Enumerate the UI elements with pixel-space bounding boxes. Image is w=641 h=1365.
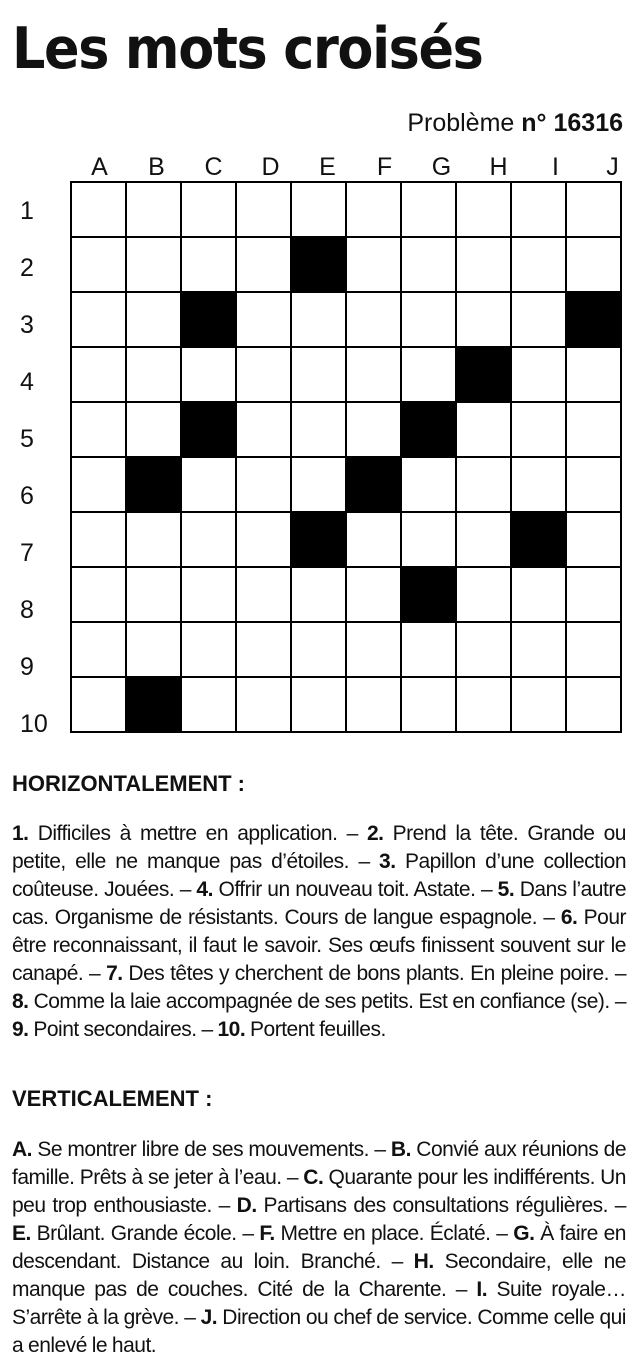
column-label: A (91, 153, 108, 181)
grid-cell[interactable] (292, 403, 347, 458)
clue-number: C. (303, 1166, 324, 1189)
grid-cell[interactable] (567, 458, 622, 513)
black-cell (292, 513, 347, 568)
row-label: 1 (20, 197, 34, 225)
grid-cell[interactable] (347, 513, 402, 568)
clue-number: 6. (560, 906, 578, 929)
grid-cell[interactable] (567, 238, 622, 293)
clue-text: Comme la laie accompagnée de ses petits. Est en confiance (se). (33, 990, 610, 1013)
black-cell (402, 568, 457, 623)
grid-cell[interactable] (512, 293, 567, 348)
grid-cell[interactable] (237, 403, 292, 458)
grid-cell[interactable] (182, 568, 237, 623)
grid-cell[interactable] (182, 348, 237, 403)
clue-number: F. (259, 1222, 275, 1245)
grid-cell[interactable] (347, 183, 402, 238)
row-label: 5 (20, 425, 34, 453)
clue-number: G. (513, 1222, 535, 1245)
clue-text: Papillon d’une collection coûteuse. Jouées. (12, 850, 626, 901)
grid-cell[interactable] (127, 238, 182, 293)
clue-text: Difficiles à mettre en application. (37, 822, 338, 845)
grid-cell[interactable] (567, 568, 622, 623)
column-label: C (204, 153, 223, 181)
grid-cell[interactable] (567, 348, 622, 403)
grid-cell[interactable] (292, 568, 347, 623)
grid-cell[interactable] (567, 678, 622, 733)
black-cell (402, 403, 457, 458)
grid-cell[interactable] (72, 513, 127, 568)
column-label: G (431, 153, 452, 181)
column-label: B (148, 153, 165, 181)
grid-cell[interactable] (402, 348, 457, 403)
black-cell (347, 458, 402, 513)
grid-cell[interactable] (567, 623, 622, 678)
clue-number: 1. (12, 822, 29, 845)
grid-cell[interactable] (292, 293, 347, 348)
grid-cell[interactable] (72, 678, 127, 733)
grid-cell[interactable] (127, 348, 182, 403)
grid-cell[interactable] (237, 458, 292, 513)
grid-cell[interactable] (457, 238, 512, 293)
grid-cell[interactable] (347, 678, 402, 733)
grid-cell[interactable] (182, 623, 237, 678)
grid-cell[interactable] (72, 458, 127, 513)
grid-cell[interactable] (402, 678, 457, 733)
grid-cell[interactable] (237, 183, 292, 238)
black-cell (567, 293, 622, 348)
clue-number: A. (12, 1138, 32, 1161)
grid-cell[interactable] (72, 238, 127, 293)
grid-cell[interactable] (402, 238, 457, 293)
crossword-grid (70, 181, 622, 733)
row-label: 2 (20, 254, 34, 282)
column-label: I (552, 153, 559, 181)
row-label: 3 (20, 311, 34, 339)
grid-cell[interactable] (402, 183, 457, 238)
row-label: 4 (20, 368, 34, 396)
row-label: 10 (20, 710, 48, 738)
grid-cell[interactable] (347, 623, 402, 678)
grid-cell[interactable] (182, 678, 237, 733)
grid-cell[interactable] (237, 293, 292, 348)
grid-cell[interactable] (457, 458, 512, 513)
grid-cell[interactable] (347, 403, 402, 458)
black-cell (457, 348, 512, 403)
clue-text: Direction ou chef de service. Comme celle qui a enlevé le haut. (12, 1306, 626, 1357)
grid-cell[interactable] (402, 458, 457, 513)
grid-cell[interactable] (292, 458, 347, 513)
grid-cell[interactable] (512, 458, 567, 513)
black-cell (512, 513, 567, 568)
vertical-clues: A. Se montrer libre de ses mouvements. – B. Convié aux réunions de famille. Prêts à se jeter à l’eau. – C. Quarante pour les indifférents. Un peu trop enthousiaste. – D. Partisans des consultations régulières. – E. Brûlant. Grande école. – F. Mettre en place. Éclaté. – G. À faire en descendant. Distance au loin. Branché. – H. Secondaire, elle ne manque pas de couches. Cité de la Charente. – I. Suite royale… S’arrête à la grève. – J. Direction ou chef de service. Comme celle qui a enlevé le haut. (12, 1138, 627, 1357)
problem-number (407, 108, 623, 138)
grid-cell[interactable] (72, 568, 127, 623)
grid-cell[interactable] (292, 678, 347, 733)
black-cell (127, 678, 182, 733)
column-label: J (606, 153, 619, 181)
clue-text: À faire en descendant. Distance au loin. Branché. (12, 1222, 626, 1273)
grid-cell[interactable] (292, 623, 347, 678)
clue-number: J. (200, 1306, 218, 1329)
grid-cell[interactable] (457, 403, 512, 458)
grid-cell[interactable] (237, 568, 292, 623)
grid-cell[interactable] (127, 568, 182, 623)
row-label: 7 (20, 539, 34, 567)
grid-cell[interactable] (512, 568, 567, 623)
black-cell (182, 403, 237, 458)
grid-cell[interactable] (457, 623, 512, 678)
grid-cell[interactable] (127, 513, 182, 568)
clue-number: H. (413, 1250, 434, 1273)
grid-cell[interactable] (72, 623, 127, 678)
clue-number: 10. (217, 1018, 246, 1041)
horizontal-heading: HORIZONTALEMENT : (12, 771, 246, 796)
grid-cell[interactable] (402, 623, 457, 678)
clue-number: B. (390, 1138, 411, 1161)
grid-cell[interactable] (567, 403, 622, 458)
clue-text: Se montrer libre de ses mouvements. (37, 1138, 369, 1161)
grid-cell[interactable] (512, 183, 567, 238)
clue-text: Prend la tête. Grande ou petite, elle ne manque pas d’étoiles. (12, 822, 626, 873)
problem-label: Problème (407, 109, 515, 137)
grid-cell[interactable] (72, 348, 127, 403)
grid-cell[interactable] (237, 678, 292, 733)
grid-cell[interactable] (72, 293, 127, 348)
clue-number: 5. (497, 878, 515, 901)
clue-text: Partisans des consultations régulières. (263, 1194, 608, 1217)
grid-cell[interactable] (512, 403, 567, 458)
grid-cell[interactable] (402, 513, 457, 568)
clue-number: 4. (196, 878, 213, 901)
grid-cell[interactable] (292, 183, 347, 238)
clue-text: Suite royale… S’arrête à la grève. (12, 1278, 626, 1329)
grid-cell[interactable] (457, 513, 512, 568)
clue-text: Des têtes y cherchent de bons plants. En pleine poire. (128, 962, 609, 985)
grid-cell[interactable] (127, 623, 182, 678)
grid-cell[interactable] (512, 238, 567, 293)
grid-cell[interactable] (127, 183, 182, 238)
grid-cell[interactable] (402, 293, 457, 348)
problem-number-value: n° 16316 (521, 109, 623, 137)
grid-cell[interactable] (347, 568, 402, 623)
clue-number: E. (12, 1222, 31, 1245)
black-cell (292, 238, 347, 293)
grid-cell[interactable] (127, 293, 182, 348)
grid-cell[interactable] (237, 623, 292, 678)
clue-text: Portent feuilles. (250, 1018, 386, 1041)
column-label: F (376, 153, 393, 181)
clue-text: Convié aux réunions de famille. Prêts à se jeter à l’eau. (12, 1138, 627, 1189)
clue-text: Offrir un nouveau toit. Astate. (218, 878, 476, 901)
grid-cell[interactable] (182, 238, 237, 293)
clue-number: D. (236, 1194, 257, 1217)
black-cell (127, 458, 182, 513)
clue-number: 7. (106, 962, 123, 985)
clue-text: Quarante pour les indifférents. Un peu trop enthousiaste. (12, 1166, 626, 1217)
grid-cell[interactable] (237, 238, 292, 293)
grid-cell[interactable] (182, 513, 237, 568)
clue-number: 2. (366, 822, 384, 845)
grid-cell[interactable] (347, 238, 402, 293)
grid-cell[interactable] (72, 403, 127, 458)
clue-text: Dans l’autre cas. Organisme de résistants. Cours de langue espagnole. (12, 878, 626, 929)
clue-text: Mettre en place. Éclaté. (280, 1222, 491, 1245)
clue-number: 8. (12, 990, 29, 1013)
row-label: 8 (20, 596, 34, 624)
grid-cell[interactable] (457, 183, 512, 238)
grid-cell[interactable] (347, 348, 402, 403)
vertical-heading: VERTICALEMENT : (12, 1086, 213, 1111)
horizontal-clues: 1. Difficiles à mettre en application. – 2. Prend la tête. Grande ou petite, elle ne manque pas d’étoiles. – 3. Papillon d’une collection coûteuse. Jouées. – 4. Offrir un nouveau toit. Astate. – 5. Dans l’autre cas. Organisme de résistants. Cours de langue espagnole. – 6. Pour être reconnaissant, il faut le savoir. Ses œufs finissent souvent sur le canapé. – 7. Des têtes y cherchent de bons plants. En pleine poire. – 8. Comme la laie accompagnée de ses petits. Est en confiance (se). – 9. Point secondaires. – 10. Portent feuilles. (12, 822, 627, 1041)
clue-number: 3. (379, 850, 396, 873)
grid-cell[interactable] (512, 348, 567, 403)
grid-cell[interactable] (237, 513, 292, 568)
column-label: E (319, 153, 336, 181)
column-label: D (261, 153, 280, 181)
grid-cell[interactable] (237, 348, 292, 403)
grid-cell[interactable] (457, 678, 512, 733)
grid-cell[interactable] (457, 568, 512, 623)
row-label: 9 (20, 653, 34, 681)
grid-cell[interactable] (457, 293, 512, 348)
grid-cell[interactable] (567, 183, 622, 238)
clue-text: Brûlant. Grande école. (36, 1222, 237, 1245)
page-title: Les mots croisés (12, 16, 483, 82)
row-label: 6 (20, 482, 34, 510)
black-cell (182, 293, 237, 348)
grid-cell[interactable] (567, 513, 622, 568)
grid-cell[interactable] (512, 623, 567, 678)
column-label: H (489, 153, 508, 181)
grid-cell[interactable] (72, 183, 127, 238)
grid-cell[interactable] (347, 293, 402, 348)
clue-text: Secondaire, elle ne manque pas de couches. Cité de la Charente. (12, 1250, 626, 1301)
clue-number: I. (476, 1278, 488, 1301)
grid-cell[interactable] (512, 678, 567, 733)
clue-number: 9. (12, 1018, 29, 1041)
clue-text: Point secondaires. (33, 1018, 197, 1041)
grid-cell[interactable] (127, 403, 182, 458)
grid-cell[interactable] (182, 183, 237, 238)
grid-cell[interactable] (292, 348, 347, 403)
grid-cell[interactable] (182, 458, 237, 513)
clue-text: Pour être reconnaissant, il faut le savoir. Ses œufs finissent souvent sur le canapé. (12, 906, 626, 985)
